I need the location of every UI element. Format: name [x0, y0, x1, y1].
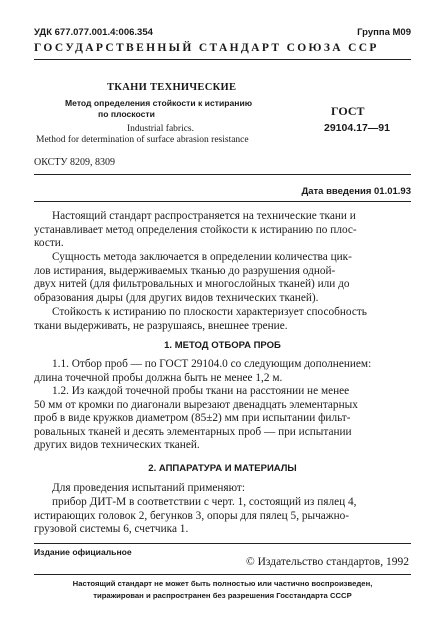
official-edition-label: Издание официальное	[34, 547, 132, 557]
text-line: ткани выдерживать, не разрушаясь, внешнее трение.	[34, 319, 288, 332]
text-line: ровальных тканей и десять элементарных проб — при испытании	[34, 425, 352, 438]
footer-divider-2	[34, 574, 411, 575]
text-line: устанавливает метод определения стойкости к истиранию по плос-	[34, 223, 357, 236]
text-line: 1.1. Отбор проб — по ГОСТ 29104.0 со следующим дополнением:	[52, 358, 372, 370]
committee-heading: ГОСУДАРСТВЕННЫЙ СТАНДАРТ СОЮЗА ССР	[34, 42, 379, 54]
text-line: 1.2. Из каждой точечной пробы ткани на расстоянии не менее	[52, 385, 350, 397]
english-title-line2: Method for determination of surface abrasion resistance	[36, 135, 249, 145]
reproduction-notice-line2: тиражирован и распространен без разрешения Госстандарта СССР	[93, 591, 352, 600]
intro-paragraph-2	[34, 251, 411, 305]
gost-label: ГОСТ	[331, 104, 365, 118]
group-code: Группа М09	[357, 27, 411, 38]
reproduction-notice-line1: Настоящий стандарт не может быть полностью или частично воспроизведен,	[72, 579, 373, 588]
section-2-heading: 2. АППАРАТУРА И МАТЕРИАЛЫ	[148, 463, 297, 474]
section-2-paragraph-2	[34, 496, 411, 537]
effective-date: Дата введения 01.01.93	[301, 186, 411, 197]
date-divider	[34, 201, 411, 202]
text-line: Настоящий стандарт распространяется на технические ткани и	[52, 210, 356, 222]
footer-divider	[34, 543, 411, 544]
doc-subtitle-line1: Метод определения стойкости к истиранию	[65, 98, 253, 108]
section-1-paragraph-1	[34, 358, 411, 385]
section-1-paragraph-2	[34, 385, 411, 453]
udk-code: УДК 677.077.001.4:006.354	[34, 27, 153, 38]
text-line: длина точечной пробы должна быть не менее 1,2 м.	[34, 371, 283, 384]
doc-title: ТКАНИ ТЕХНИЧЕСКИЕ	[107, 82, 237, 93]
text-line: других видов технических тканей.	[34, 439, 200, 452]
text-line: проб в виде кружков диаметром (85±2) мм при испытании фильт-	[34, 412, 351, 425]
okstu-code: ОКСТУ 8209, 8309	[34, 157, 116, 168]
english-title-line1: Industrial fabrics.	[127, 124, 195, 134]
intro-paragraph-3	[34, 306, 411, 333]
text-line: двух нитей (для фильтровальных и многослойных тканей) или до	[34, 278, 350, 291]
text-line: кости.	[34, 237, 64, 250]
intro-paragraph-1	[34, 210, 411, 251]
gost-number: 29104.17—91	[324, 122, 390, 134]
doc-subtitle-line2: по плоскости	[98, 109, 155, 119]
copyright-notice: © Издательство стандартов, 1992	[245, 556, 409, 568]
text-line: Сущность метода заключается в определении количества цик-	[52, 251, 352, 263]
section-2-paragraph-1	[34, 482, 411, 496]
text-line: прибор ДИТ-М в соответствии с черт. 1, состоящий из пялец 4,	[52, 496, 357, 508]
title-divider	[34, 174, 411, 175]
text-line: Для проведения испытаний применяют:	[52, 482, 245, 494]
text-line: Стойкость к истиранию по плоскости характеризует способность	[52, 306, 367, 318]
section-1-heading: 1. МЕТОД ОТБОРА ПРОБ	[164, 340, 281, 351]
text-line: лов истирания, выдерживаемых тканью до разрушения одной-	[34, 264, 336, 277]
text-line: образования дыры (для других видов технических тканей).	[34, 291, 319, 304]
text-line: истирающих головок 2, бегунков 3, опоры для пялец 5, рычажно-	[34, 509, 350, 522]
text-line: 50 мм от кромки по диагонали вырезают двенадцать элементарных	[34, 398, 358, 411]
header-divider	[34, 59, 411, 60]
text-line: грузовой системы 6, счетчика 1.	[34, 523, 189, 536]
